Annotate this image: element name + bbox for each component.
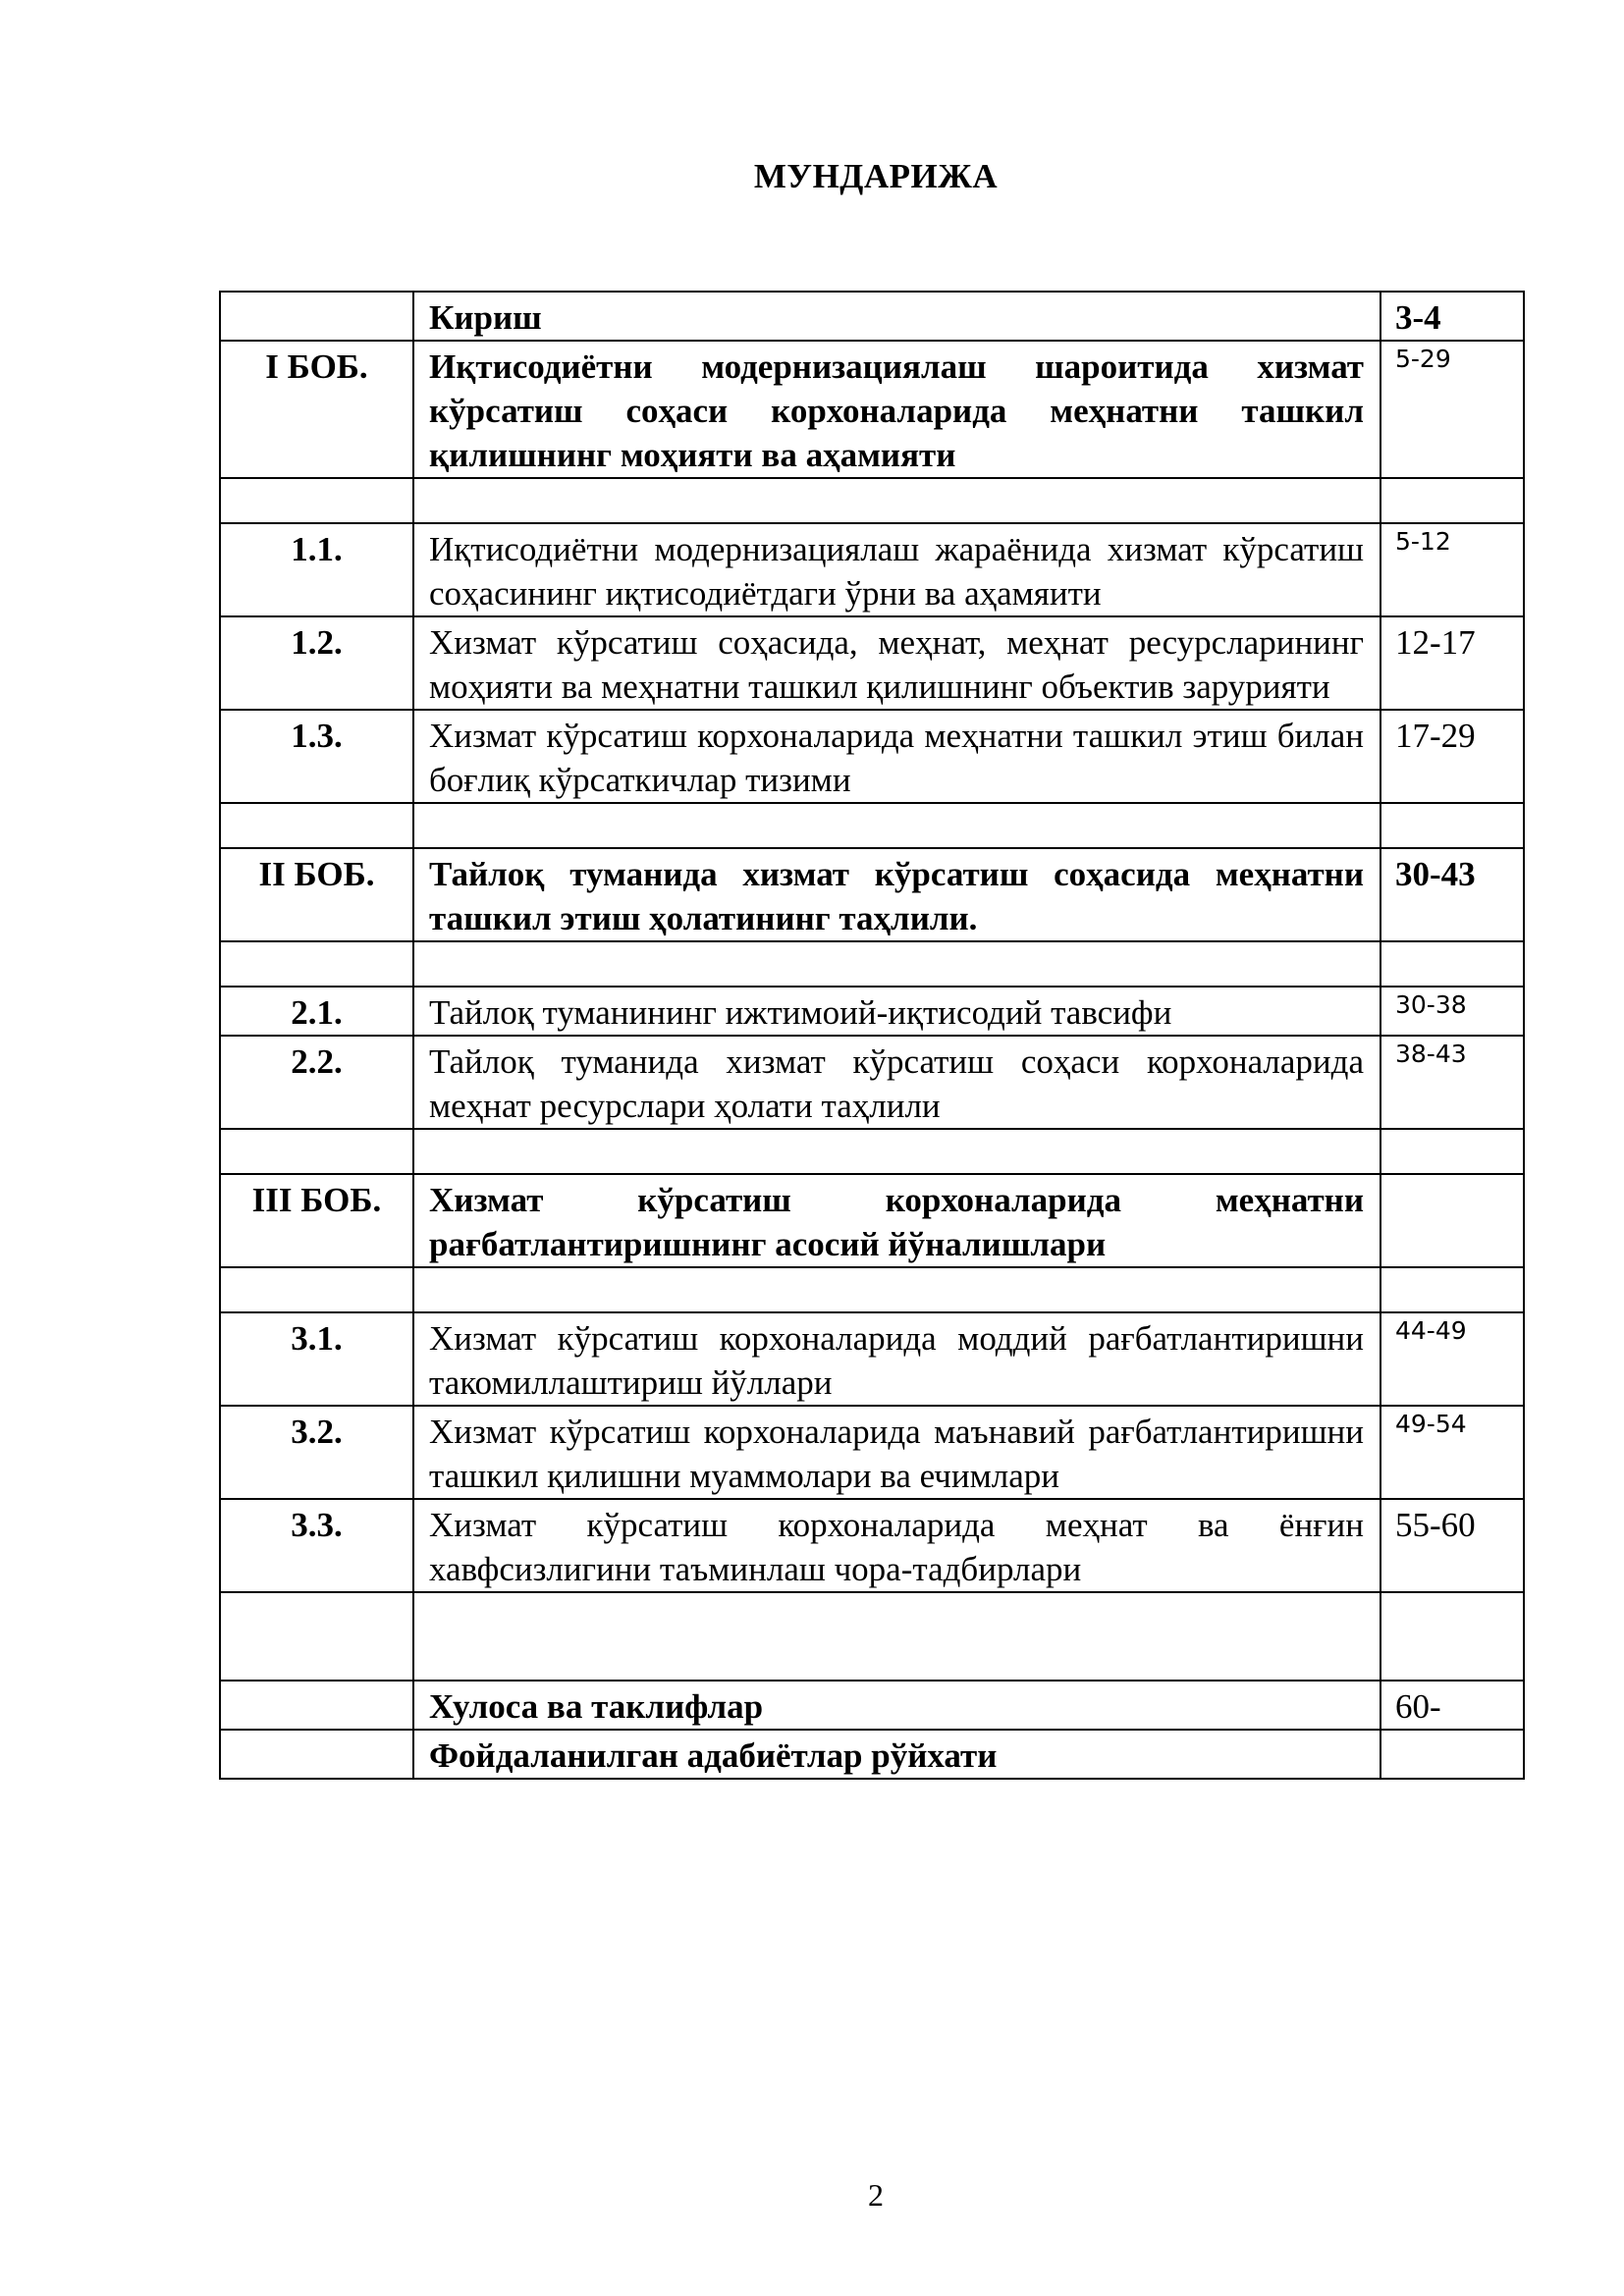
empty-cell [220,803,413,848]
empty-cell [413,478,1380,523]
page-range: 30-43 [1380,848,1524,941]
page-range: 12-17 [1380,616,1524,710]
section-title: Хизмат кўрсатиш корхоналарида маънавий рағбатлантиришни ташкил қилишни муаммолари ва ечимлари [413,1406,1380,1499]
toc-row [220,1312,1524,1406]
page-range: 55-60 [1380,1499,1524,1592]
empty-cell [1380,1267,1524,1312]
empty-cell [1380,803,1524,848]
empty-cell [220,478,413,523]
empty-cell [220,1592,413,1681]
section-title: Тайлоқ туманининг ижтимоий-иқтисодий тавсифи [413,987,1380,1036]
section-number: 2.2. [220,1036,413,1129]
section-number: 3.1. [220,1312,413,1406]
toc-row [220,710,1524,803]
section-number: I БОБ. [220,341,413,478]
empty-cell [1380,1592,1524,1681]
section-number: III БОБ. [220,1174,413,1267]
blank-row [220,941,1524,987]
section-title: Кириш [413,292,1380,341]
toc-row [220,1036,1524,1129]
toc-row [220,1174,1524,1267]
page-range: 17-29 [1380,710,1524,803]
empty-cell [1380,941,1524,987]
empty-cell [1380,478,1524,523]
empty-cell [1380,1129,1524,1174]
page-range: 49-54 [1380,1406,1524,1499]
page-range: 60- [1380,1681,1524,1730]
toc-row [220,848,1524,941]
empty-cell [413,941,1380,987]
page-title: МУНДАРИЖА [753,157,999,195]
blank-row [220,1267,1524,1312]
section-title: Хизмат кўрсатиш соҳасида, меҳнат, меҳнат ресурсларининг моҳияти ва меҳнатни ташкил қилишнинг объектив зарурияти [413,616,1380,710]
section-number: 3.2. [220,1406,413,1499]
section-number: 2.1. [220,987,413,1036]
blank-row [220,1592,1524,1681]
toc-row [220,292,1524,341]
section-title: Иқтисодиётни модернизациялаш жараёнида хизмат кўрсатиш соҳасининг иқтисодиётдаги ўрни ва аҳамяити [413,523,1380,616]
section-title: Тайлоқ туманида хизмат кўрсатиш соҳаси корхоналарида меҳнат ресурслари ҳолати таҳлили [413,1036,1380,1129]
section-title: Фойдаланилган адабиётлар рўйхати [413,1730,1380,1779]
empty-cell [413,1592,1380,1681]
page-range: 5-29 [1380,341,1524,478]
toc-row [220,1681,1524,1730]
page-number: 2 [868,2177,884,2213]
toc-row [220,616,1524,710]
section-number [220,1681,413,1730]
section-number: 1.1. [220,523,413,616]
empty-cell [220,1129,413,1174]
page-range: 30-38 [1380,987,1524,1036]
section-title: Хизмат кўрсатиш корхоналарида меҳнат ва ёнғин хавфсизлигини таъминлаш чора-тадбирлари [413,1499,1380,1592]
toc-row [220,341,1524,478]
section-title: Хизмат кўрсатиш корхоналарида моддий рағбатлантиришни такомиллаштириш йўллари [413,1312,1380,1406]
section-number [220,292,413,341]
toc-row [220,1499,1524,1592]
page-range: 3-4 [1380,292,1524,341]
section-title: Хулоса ва таклифлар [413,1681,1380,1730]
toc-row [220,1406,1524,1499]
section-title: Тайлоқ туманида хизмат кўрсатиш соҳасида меҳнатни ташкил этиш ҳолатининг таҳлили. [413,848,1380,941]
section-number: 3.3. [220,1499,413,1592]
section-title: Хизмат кўрсатиш корхоналарида меҳнатни ташкил этиш билан боғлиқ кўрсаткичлар тизими [413,710,1380,803]
section-number: 1.2. [220,616,413,710]
empty-cell [220,1267,413,1312]
page-range [1380,1174,1524,1267]
blank-row [220,478,1524,523]
section-number: 1.3. [220,710,413,803]
empty-cell [413,1129,1380,1174]
toc-row [220,987,1524,1036]
page-range: 38-43 [1380,1036,1524,1129]
table-of-contents [219,291,1525,1780]
section-title: Хизмат кўрсатиш корхоналарида меҳнатни рағбатлантиришнинг асосий йўналишлари [413,1174,1380,1267]
section-number [220,1730,413,1779]
empty-cell [413,1267,1380,1312]
toc-row [220,523,1524,616]
page-range: 44-49 [1380,1312,1524,1406]
empty-cell [413,803,1380,848]
section-number: II БОБ. [220,848,413,941]
blank-row [220,1129,1524,1174]
page-range: 5-12 [1380,523,1524,616]
blank-row [220,803,1524,848]
toc-row [220,1730,1524,1779]
page-range [1380,1730,1524,1779]
section-title: Иқтисодиётни модернизациялаш шароитида хизмат кўрсатиш соҳаси корхоналарида меҳнатни ташкил қилишнинг моҳияти ва аҳамияти [413,341,1380,478]
empty-cell [220,941,413,987]
